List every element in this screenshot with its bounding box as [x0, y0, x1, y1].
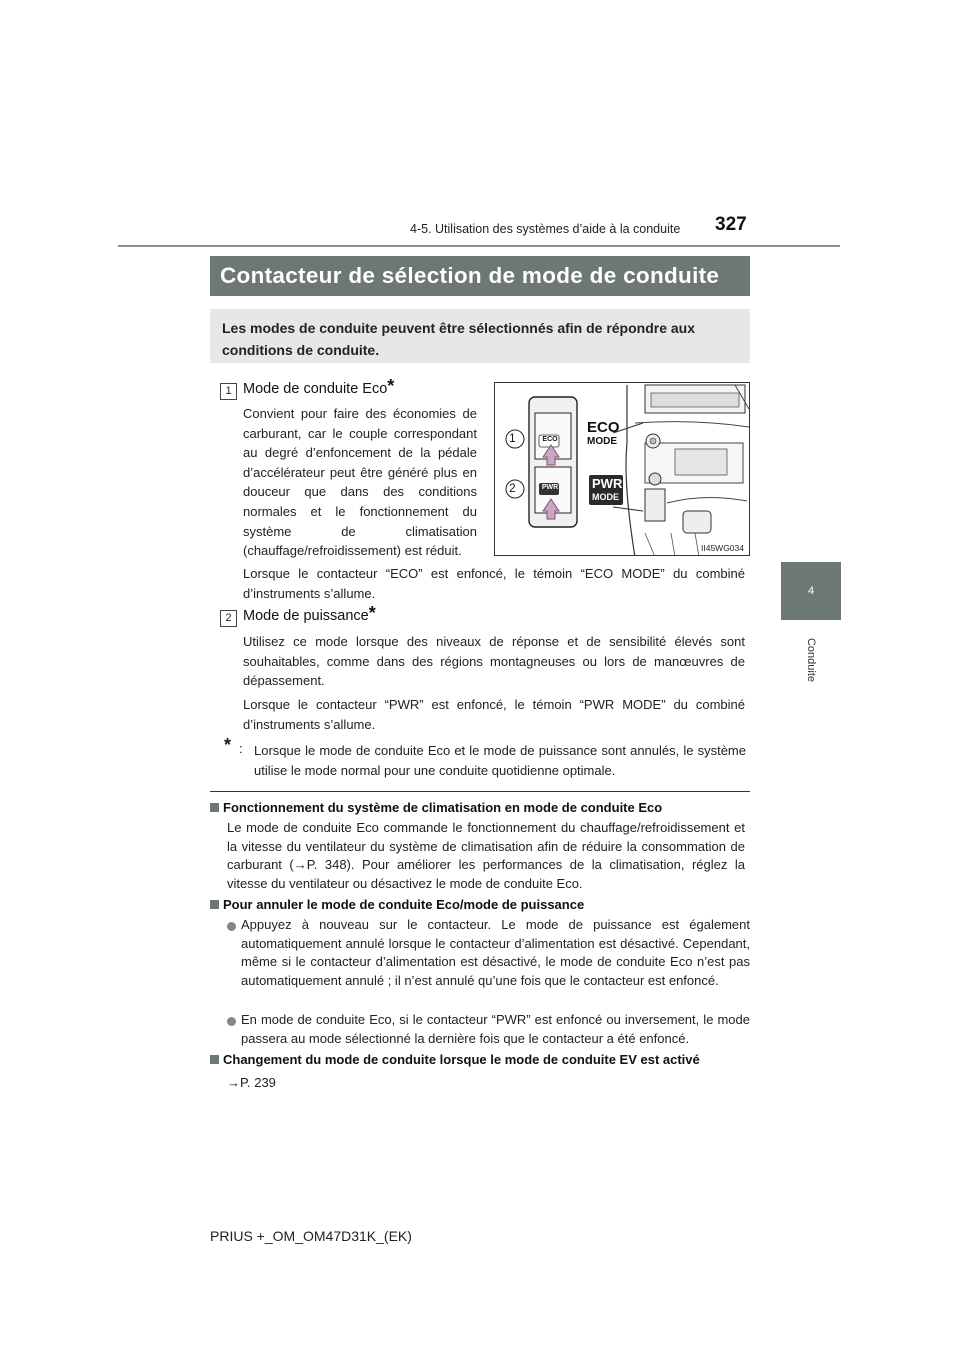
section-3-heading	[210, 1052, 700, 1067]
illustration-code: II45WG034	[701, 543, 744, 553]
item-2-note: Lorsque le contacteur “PWR” est enfoncé, le témoin “PWR MODE” du combiné d’instruments s’allume.	[243, 697, 745, 732]
item-1-title	[243, 376, 395, 399]
illus-number-1: 1	[509, 431, 516, 445]
pwr-mode-indicator-bottom: MODE	[592, 492, 619, 502]
item-1-asterisk: *	[387, 376, 395, 396]
item-2-title-text: Mode de puissance	[243, 608, 369, 624]
page-title: Contacteur de sélection de mode de conduite	[210, 256, 750, 296]
item-2-number: 2	[220, 610, 237, 627]
section-1-text: Le mode de conduite Eco commande le fonctionnement du chauffage/refroidissement et la vitesse du ventilateur du système de climatisation afin de réduire la consommation de carburant (→P. 348). Pour améliorer les performances de la climatisation, réglez la vitesse du ventilateur ou désactivez le mode de conduite Eco.	[227, 820, 745, 891]
round-bullet-icon	[227, 922, 236, 931]
console-drawing	[495, 383, 750, 556]
pwr-button-glyph: PWR	[541, 484, 559, 491]
eco-button-glyph: ECO	[542, 436, 558, 443]
running-header: 4-5. Utilisation des systèmes d’aide à la conduite	[410, 222, 681, 236]
section-2-bullet-2: En mode de conduite Eco, si le contacteur “PWR” est enfoncé ou inversement, le mode passera au mode sélectionné la dernière fois que le contacteur a été enfoncé.	[241, 1012, 750, 1046]
item-1-description: Convient pour faire des économies de carburant, car le couple correspondant au degré d’enfoncement de la pédale d’accélérateur peut être généré plus en douceur que dans des conditions normales et le fonctionnement du système de climatisation (chauffage/refroidissement) est réduit.	[243, 406, 477, 559]
switch-illustration	[494, 382, 750, 556]
section-divider	[210, 791, 750, 792]
section-3-reference-link[interactable]: →P. 239	[227, 1075, 276, 1090]
eco-mode-indicator-bottom: MODE	[587, 436, 617, 447]
section-3-heading-text: Changement du mode de conduite lorsque le mode de conduite EV est activé	[223, 1052, 700, 1067]
round-bullet-icon	[227, 1017, 236, 1026]
item-1-title-text: Mode de conduite Eco	[243, 381, 388, 397]
footnote-colon: :	[239, 741, 243, 756]
intro-box: Les modes de conduite peuvent être sélectionnés afin de répondre aux conditions de conduite.	[210, 309, 750, 363]
section-2-heading-text: Pour annuler le mode de conduite Eco/mode de puissance	[223, 897, 585, 912]
illus-number-2: 2	[509, 481, 516, 495]
square-bullet-icon	[210, 900, 219, 909]
section-2-bullet-1: Appuyez à nouveau sur le contacteur. Le mode de puissance est également automatiquement annulé lorsque le contacteur d’alimentation est désactivé. Cependant, même si le contacteur d’alimentation est désactivé, le mode de conduite Eco n’est pas automatiquement annulé ; il n’est annulé qu’une fois que le contacteur est enfoncé.	[241, 917, 750, 988]
item-2-title	[243, 603, 376, 626]
item-2-asterisk: *	[368, 603, 376, 623]
chapter-label-text: Conduite	[805, 637, 817, 683]
item-1-number: 1	[220, 383, 237, 400]
footnote-text: Lorsque le mode de conduite Eco et le mode de puissance sont annulés, le système utilise le mode normal pour une conduite quotidienne optimale.	[254, 743, 746, 778]
eco-mode-indicator-top: ECO	[587, 419, 620, 436]
square-bullet-icon	[210, 803, 219, 812]
chapter-label	[781, 630, 841, 690]
chapter-tab: 4	[781, 562, 841, 620]
section-1-heading	[210, 800, 662, 815]
item-2-description: Utilisez ce mode lorsque des niveaux de réponse et de sensibilité élevés sont souhaitables, comme dans des régions montagneuses ou lors de manœuvres de dépassement.	[243, 634, 745, 689]
pwr-mode-indicator-top: PWR	[592, 476, 623, 491]
footnote-asterisk: *	[224, 735, 232, 755]
square-bullet-icon	[210, 1055, 219, 1064]
document-footer: PRIUS +_OM_OM47D31K_(EK)	[210, 1228, 412, 1244]
section-2-heading	[210, 897, 584, 912]
header-rule	[118, 245, 840, 247]
page-number: 327	[715, 214, 747, 235]
item-1-note: Lorsque le contacteur “ECO” est enfoncé, le témoin “ECO MODE” du combiné d’instruments s’allume.	[243, 566, 745, 601]
section-1-heading-text: Fonctionnement du système de climatisation en mode de conduite Eco	[223, 800, 663, 815]
